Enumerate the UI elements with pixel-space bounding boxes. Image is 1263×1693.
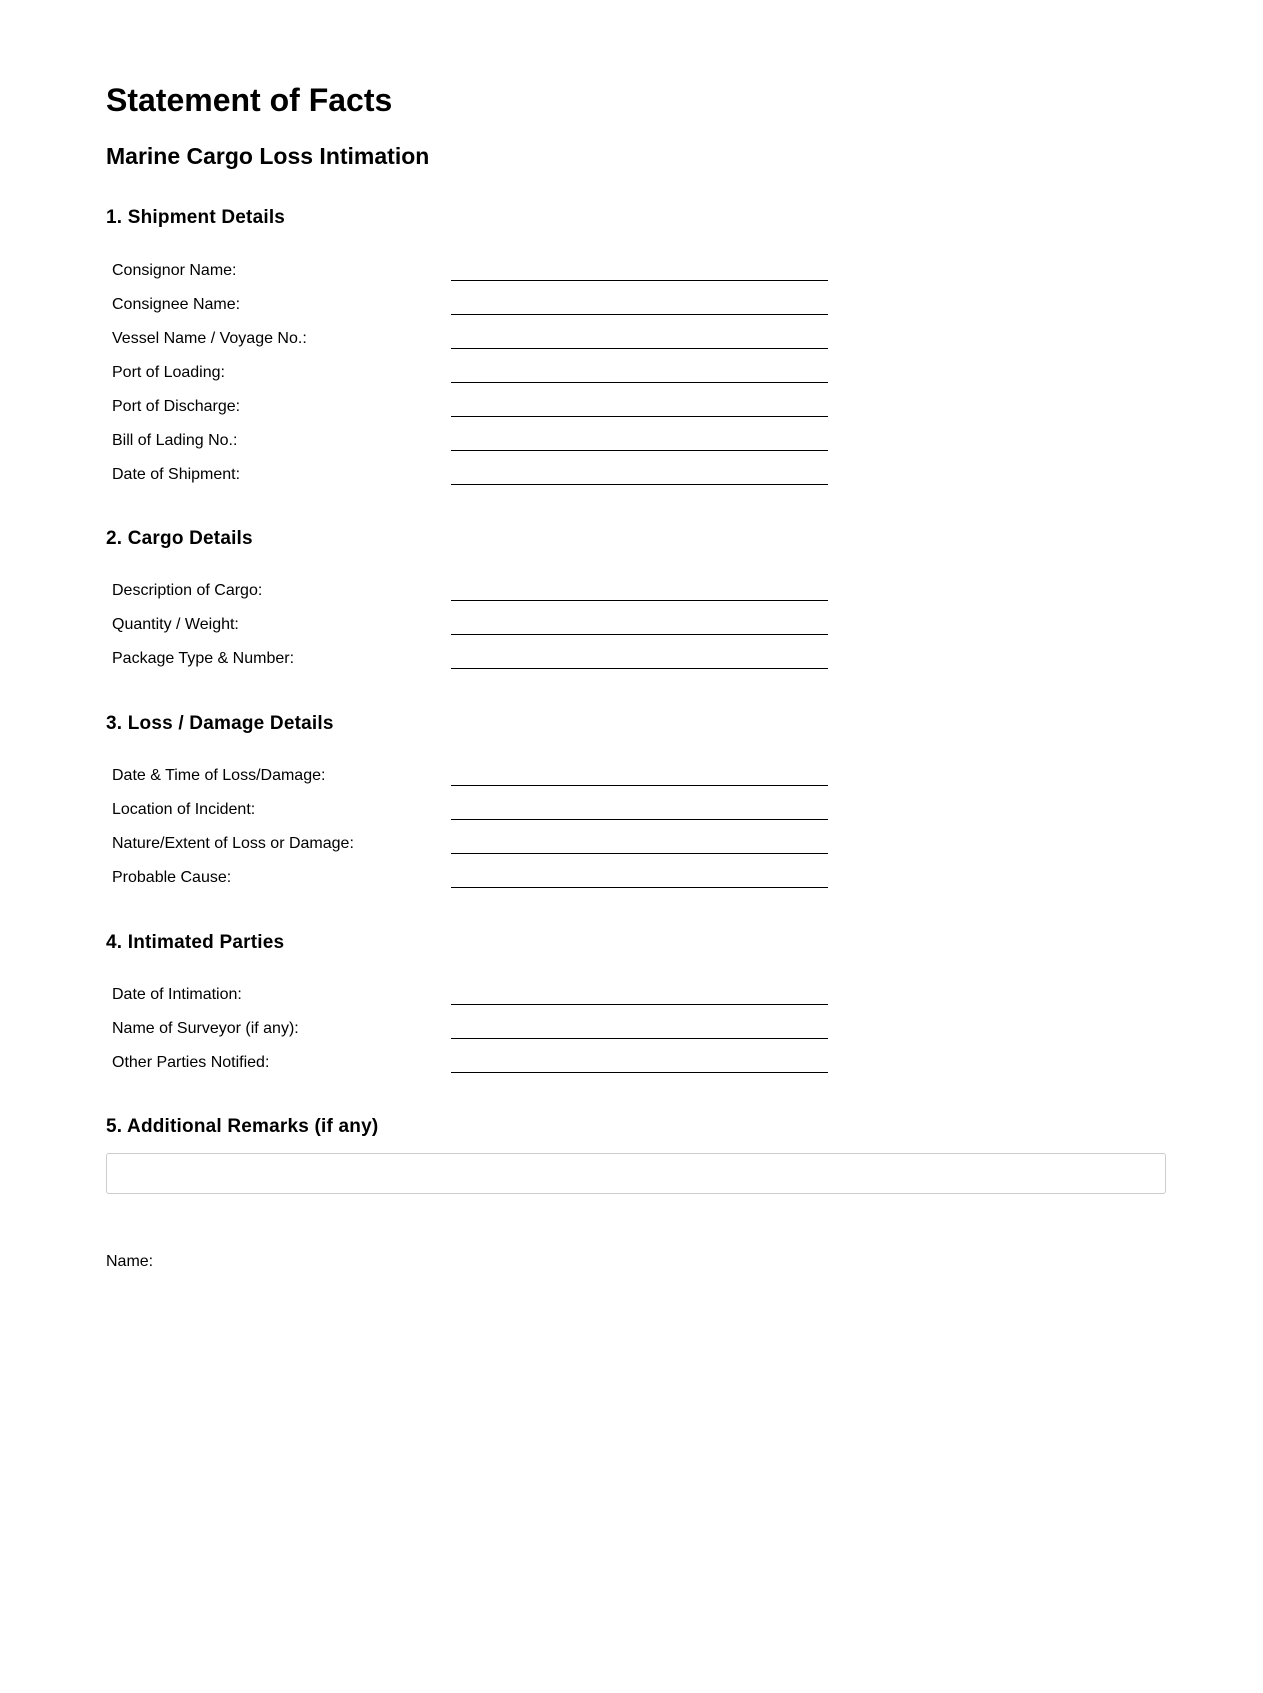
field-label: Package Type & Number:	[112, 650, 295, 667]
field-label: Location of Incident:	[112, 801, 256, 818]
field-row-location-of-incident	[112, 799, 934, 833]
additional-remarks-input[interactable]	[106, 1153, 1166, 1194]
date-of-intimation-field[interactable]	[451, 1004, 828, 1005]
field-label: Port of Discharge:	[112, 398, 241, 415]
quantity-weight-field[interactable]	[451, 634, 828, 635]
field-row-nature-extent-of-loss	[112, 833, 934, 867]
field-row-bill-of-lading	[112, 430, 934, 464]
port-of-loading-field[interactable]	[451, 382, 828, 383]
field-row-description-of-cargo	[112, 580, 934, 614]
section-heading-loss-damage-details: 3. Loss / Damage Details	[106, 713, 334, 734]
section-heading-additional-remarks: 5. Additional Remarks (if any)	[106, 1116, 379, 1137]
field-label: Other Parties Notified:	[112, 1054, 270, 1071]
field-label: Date of Intimation:	[112, 986, 242, 1003]
field-label: Bill of Lading No.:	[112, 432, 238, 449]
field-label: Name of Surveyor (if any):	[112, 1020, 299, 1037]
field-row-port-of-discharge	[112, 396, 934, 430]
field-row-port-of-loading	[112, 362, 934, 396]
section-heading-cargo-details: 2. Cargo Details	[106, 528, 253, 549]
package-type-number-field[interactable]	[451, 668, 828, 669]
field-row-consignor-name	[112, 260, 934, 294]
field-label: Consignee Name:	[112, 296, 241, 313]
field-row-other-parties-notified	[112, 1052, 934, 1086]
other-parties-notified-field[interactable]	[451, 1072, 828, 1073]
field-row-name-of-surveyor	[112, 1018, 934, 1052]
date-of-shipment-field[interactable]	[451, 484, 828, 485]
name-of-surveyor-field[interactable]	[451, 1038, 828, 1039]
date-time-of-loss-field[interactable]	[451, 785, 828, 786]
field-row-package-type-number	[112, 648, 934, 682]
field-label: Vessel Name / Voyage No.:	[112, 330, 307, 347]
field-label: Probable Cause:	[112, 869, 232, 886]
field-label: Date & Time of Loss/Damage:	[112, 767, 326, 784]
field-row-date-time-of-loss	[112, 765, 934, 799]
consignor-name-field[interactable]	[451, 280, 828, 281]
probable-cause-field[interactable]	[451, 887, 828, 888]
field-label: Consignor Name:	[112, 262, 237, 279]
page-title: Statement of Facts	[106, 82, 393, 118]
field-row-consignee-name	[112, 294, 934, 328]
field-row-date-of-shipment	[112, 464, 934, 498]
page-subtitle: Marine Cargo Loss Intimation	[106, 143, 430, 169]
field-label: Description of Cargo:	[112, 582, 263, 599]
section-heading-shipment-details: 1. Shipment Details	[106, 207, 286, 228]
vessel-name-voyage-field[interactable]	[451, 348, 828, 349]
section-heading-intimated-parties: 4. Intimated Parties	[106, 932, 285, 953]
signature-name-label: Name:	[106, 1253, 154, 1270]
field-row-probable-cause	[112, 867, 934, 901]
field-label: Quantity / Weight:	[112, 616, 239, 633]
description-of-cargo-field[interactable]	[451, 600, 828, 601]
nature-extent-of-loss-field[interactable]	[451, 853, 828, 854]
port-of-discharge-field[interactable]	[451, 416, 828, 417]
field-row-vessel-name-voyage	[112, 328, 934, 362]
field-label: Date of Shipment:	[112, 466, 241, 483]
field-label: Nature/Extent of Loss or Damage:	[112, 835, 354, 852]
consignee-name-field[interactable]	[451, 314, 828, 315]
field-row-date-of-intimation	[112, 984, 934, 1018]
location-of-incident-field[interactable]	[451, 819, 828, 820]
field-row-quantity-weight	[112, 614, 934, 648]
bill-of-lading-field[interactable]	[451, 450, 828, 451]
field-label: Port of Loading:	[112, 364, 225, 381]
